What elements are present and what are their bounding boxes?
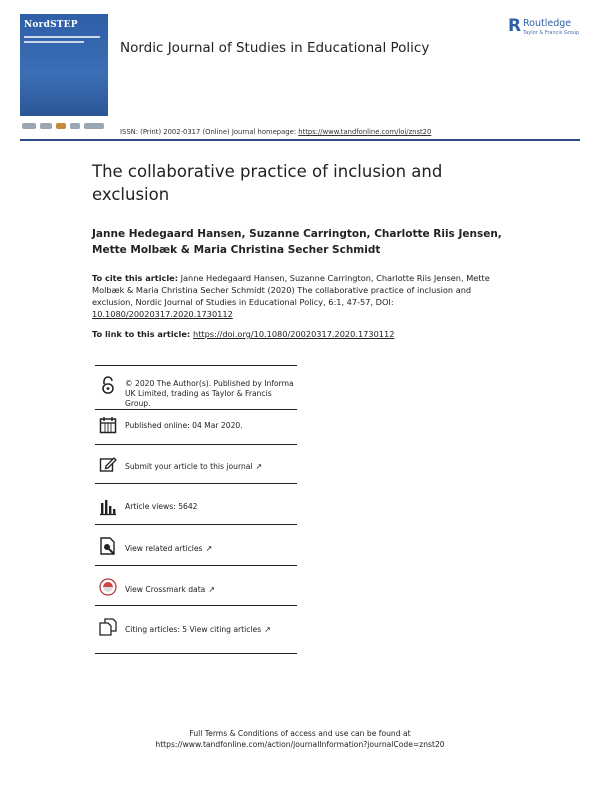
submit-row[interactable] [95,445,297,483]
partner-logo [70,123,80,129]
journal-title: Nordic Journal of Studies in Educational Policy [120,40,430,56]
external-link-icon: ↗ [205,544,213,553]
partner-logo [22,123,36,129]
article-doi-url[interactable]: https://doi.org/10.1080/20020317.2020.1730112 [193,329,395,339]
related-articles-label: View related articles [125,544,203,553]
article-views: Article views: 5642 [125,502,198,511]
published-date: Published online: 04 Mar 2020. [125,421,243,430]
article-title: The collaborative practice of inclusion and exclusion [92,162,443,204]
published-row [95,410,297,444]
external-link-icon: ↗ [264,625,271,634]
publisher-name: Routledge [523,18,572,29]
article-link-block [92,329,512,339]
license-text: © 2020 The Author(s). Published by Informa UK Limited, trading as Taylor & Francis Group. [125,379,294,408]
related-row[interactable] [95,525,297,565]
bar-chart-icon [99,498,117,516]
cite-label: To cite this article: [92,273,178,283]
partner-logo [56,123,66,129]
edit-icon [99,455,117,473]
related-articles-link[interactable] [125,544,297,554]
terms-footer [0,728,600,750]
cite-text: Janne Hedegaard Hansen, Suzanne Carrington, Charlotte Riis Jensen, Mette Molbæk & Maria Christina Secher Schmidt (2020) The collaborative practice of inclusion and exclusion, Nordic Journal of Studies in Educational Policy, 6:1, 47-57, DOI: [92,273,490,307]
external-link-icon: ↗ [255,462,263,471]
issn-line [120,128,431,136]
submit-article-link[interactable] [125,462,297,472]
submit-article-label: Submit your article to this journal [125,462,253,471]
doi-link[interactable]: 10.1080/20020317.2020.1730112 [92,309,233,319]
partner-logo [40,123,52,129]
cover-subtitle-line [24,36,100,38]
cover-subtitle-line [24,41,84,43]
routledge-mark-icon: R [508,16,522,36]
header-divider [20,139,580,141]
terms-url[interactable]: https://www.tandfonline.com/action/journalInformation?journalCode=znst20 [155,740,445,749]
publisher-logo[interactable] [508,18,588,42]
citation-block [92,272,512,320]
document-search-icon [99,537,117,555]
journal-homepage-link[interactable]: https://www.tandfonline.com/loi/znst20 [298,128,432,136]
crossmark-label: View Crossmark data [125,585,206,594]
citing-articles-label: Citing articles: 5 View citing articles [125,625,262,634]
cover-title: NordSTEP [24,20,78,30]
crossmark-row[interactable] [95,566,297,605]
calendar-icon [99,416,117,434]
citing-row[interactable] [95,606,297,653]
partner-logos [20,120,108,134]
crossmark-icon [99,578,117,596]
crossmark-link[interactable] [125,585,297,595]
article-authors: Janne Hedegaard Hansen, Suzanne Carrington, Charlotte Riis Jensen, Mette Molbæk & Maria Christina Secher Schmidt [92,228,502,256]
open-access-icon [99,376,117,394]
link-label: To link to this article: [92,329,193,339]
citing-articles-link[interactable] [125,625,297,635]
views-row [95,484,297,524]
info-divider [95,653,297,654]
citing-documents-icon [99,618,117,636]
journal-cover-image [20,14,108,116]
publisher-tagline: Taylor & Francis Group [523,30,580,36]
footer-line: Full Terms & Conditions of access and use can be found at [189,729,411,738]
license-row [95,366,297,410]
external-link-icon: ↗ [208,585,216,594]
issn-text: ISSN: (Print) 2002-0317 (Online) Journal homepage: [120,128,299,136]
partner-logo [84,123,104,129]
